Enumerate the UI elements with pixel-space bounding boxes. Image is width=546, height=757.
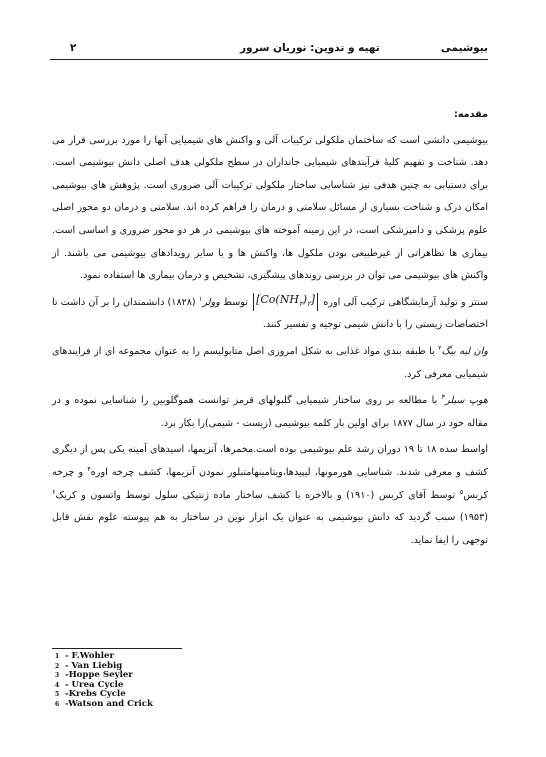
paragraph-liebig: [52, 341, 488, 386]
footnote-item: 1 - F.Wohler: [55, 651, 114, 661]
scientist-name: وان لیه بیگ: [441, 345, 488, 357]
paragraph-history: [52, 439, 488, 552]
footnote-item: 6 -Watson and Crick: [55, 698, 153, 709]
scientist-name: وولر: [202, 296, 220, 308]
paragraph-text: توسط آقای کربس (۱۹۱۰) و بالاخره با کشف ساختار ماده ژنتیکی سلول توسط واتسون و کریک: [55, 489, 456, 501]
footnote-item: 5 -Krebs Cycle: [55, 689, 126, 700]
footnote-ref: ۶: [52, 487, 56, 496]
footnote-separator: [52, 648, 182, 649]
paragraph-text: اواسط سده ۱۸ تا ۱۹ دوران رشد علم بیوشیمی بوده است.مخمرها، آنزیمها، اسیدهای آمینه یکی پس از دیگری کشف و معرفی شدند. شناسایی هورمونها، لیپیدها،ویتامینهامتبلور نمودن آنزیمها، کشف چرخه اوره: [52, 444, 489, 478]
footnote-item: 2 - Van Liebig: [55, 660, 123, 671]
paragraph-text: با طبقه بندی مواد غذایی به شکل امروزی اصل متابولیسم را به عنوان مجموعه ای از فرایندهای شیمیایی معرفی کرد.: [52, 345, 488, 380]
paragraph-wohler: [52, 292, 488, 337]
page-header: [50, 40, 488, 58]
paragraph-text: (۱۸۲۸) دانشمندان را بر آن داشت تا اختصاصات زیستی را با دانش شیمی توجیه و تفسیر کنند.: [52, 296, 488, 331]
paragraph-text: با مطالعه بر روی ساختار شیمیایی گلبولهای قرمز توانست هموگلوبین را شناسایی نموده و در مقاله خود در سال ۱۸۷۷ برای اولین بار کلمه بیوشیمی (زیست - شیمی)را بکار برد.: [52, 395, 488, 429]
footnote-item: 4 - Urea Cycle: [55, 679, 124, 690]
footnote-ref: ۵: [459, 487, 464, 496]
footnote-item: 3 -Hoppe Seyler: [55, 670, 133, 681]
header-rule: [50, 59, 488, 60]
footnote-ref: ۱: [198, 294, 203, 303]
paragraph-hoppe-seyler: [52, 390, 488, 435]
paragraph-intro: بیوشیمی دانشی است که ساختمان ملکولی ترکیبات آلی و واکنش های شیمیایی آنها را مورد بررسی قرار می دهد. شناخت و تفهیم کلیهٔ فرآیندهای شیمیایی جانداران در سطح ملکولی هدف اصلی دانش بیوشیمی است. برای دستیابی به چنین هدفی نیز شناسایی ساختار ملکولی ترکیبات آلی ضروری است. پژوهش های بیوشیمی امکان درک و شناخت بسیاری از مسائل سلامتی و درمان را فراهم کرده اند. سلامتی و درمان دو محور اصلی علوم پزشکی و دامپزشکی است، در این زمینه آموخته های بیوشیمی در هر دو محور ضروری و اساسی است. بیماری ها تظاهراتی از غیرطبیعی بودن ملکول ها، واکنش ها و یا سایر رویدادهای بیوشیمی می باشند. از واکنش های بیوشیمی می توان در بررسی روندهای پیشگیری، تشخیص و درمان بیماری ها استفاده نمود.: [52, 134, 488, 282]
header-title: بیوشیمی: [440, 42, 488, 54]
header-author: تهیه و تدوین: نوریان سرور: [240, 42, 380, 54]
footnotes: [55, 652, 355, 710]
chemical-formula: $[Co(NH_۲)_۲]$: [253, 293, 318, 311]
footnote-ref: ۴: [87, 464, 91, 473]
document-body: [52, 104, 488, 552]
paragraph-text: سنتز و تولید آزمایشگاهی ترکیب آلی اوره: [323, 296, 488, 308]
paragraph-text: و چرخه کربس: [52, 466, 489, 501]
page-number: ۲: [70, 42, 77, 54]
section-heading: مقدمه:: [454, 109, 488, 120]
footnote-ref: ۳: [441, 392, 446, 401]
paragraph-text: (۱۹۵۳) سبب گردید که دانش بیوشیمی به عنوان یک ابزار نوین در ساختار به هم پیوسته علوم نقش قابل توجهی را ایفا نماید.: [52, 512, 488, 546]
footnote-ref: ۲: [438, 343, 442, 352]
paragraph-text: توسط: [223, 296, 248, 308]
scientist-name: هوپ سیلر: [445, 395, 488, 407]
